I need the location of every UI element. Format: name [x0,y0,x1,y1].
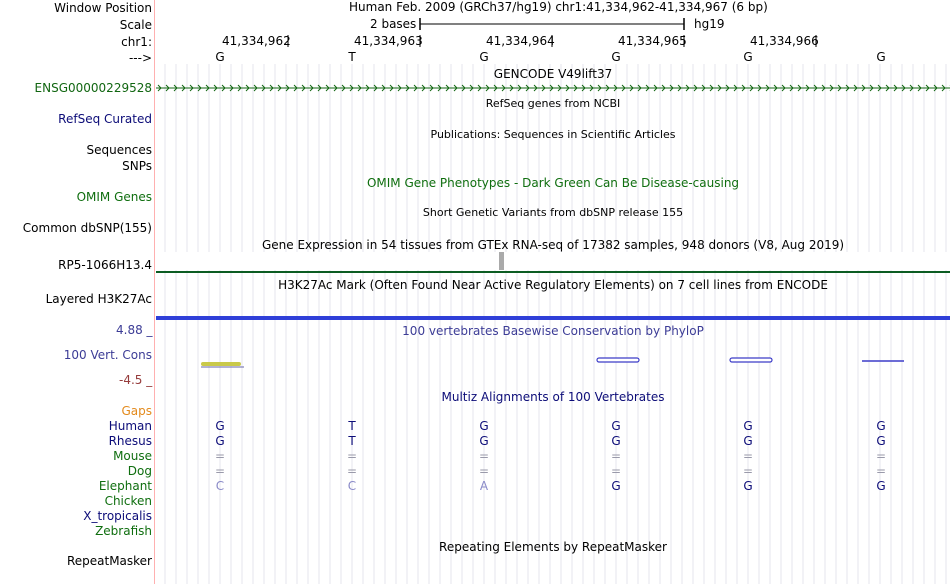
refseq-track-label[interactable]: RefSeq Curated [58,112,152,126]
aligned-base: T [348,419,356,433]
phylop-min-value: -4.5 _ [119,373,153,387]
base-letter: G [611,50,621,64]
gaps-label[interactable]: Gaps [121,404,152,418]
omim-track-title[interactable]: OMIM Gene Phenotypes - Dark Green Can Be Disease-causing [366,176,740,190]
aligned-base: = [742,464,754,478]
position-tick: 41,334,966 [750,34,819,48]
phylop-score-marks [156,350,950,372]
gencode-gene-feature[interactable] [156,82,950,94]
refseq-track-title[interactable]: RefSeq genes from NCBI [485,97,621,110]
position-tick: 41,334,964 [486,34,555,48]
scale-label: Scale [119,18,152,32]
position-tick: 41,334,962 [222,34,291,48]
species-label-zebrafish[interactable]: Zebrafish [95,524,152,538]
aligned-base: = [875,449,887,463]
base-letter: G [876,50,886,64]
aligned-base: G [479,434,489,448]
aligned-base: C [347,479,357,493]
aligned-base: G [215,434,225,448]
gtex-exon-marker[interactable] [499,252,504,270]
aligned-base: = [478,464,490,478]
species-label-rhesus[interactable]: Rhesus [108,434,152,448]
position-tick-marks [280,34,840,48]
aligned-base: = [610,464,622,478]
aligned-base: = [214,449,226,463]
aligned-base: = [478,449,490,463]
aligned-base: G [876,479,886,493]
aligned-base: G [743,419,753,433]
h3k27ac-signal-band [156,316,950,320]
omim-track-label[interactable]: OMIM Genes [76,190,152,204]
species-label-human[interactable]: Human [108,419,152,433]
gtex-track-label[interactable]: RP5-1066H13.4 [58,258,152,272]
species-label-x-tropicalis[interactable]: X_tropicalis [83,509,152,523]
aligned-base: G [215,419,225,433]
dbsnp-track-label[interactable]: Common dbSNP(155) [22,221,152,235]
species-label-elephant[interactable]: Elephant [98,479,152,493]
window-position-label: Window Position [54,1,152,15]
repeatmasker-track-title[interactable]: Repeating Elements by RepeatMasker [439,540,667,554]
species-label-mouse[interactable]: Mouse [113,449,152,463]
position-tick: 41,334,963 [354,34,423,48]
h3k27ac-track-label[interactable]: Layered H3K27Ac [45,292,152,306]
aligned-base: = [214,464,226,478]
scale-bar [418,16,688,32]
aligned-base: G [479,419,489,433]
strand-label: ---> [128,51,152,65]
gtex-baseline [156,271,950,273]
gtex-track-title[interactable]: Gene Expression in 54 tissues from GTEx RNA-seq of 17382 samples, 948 donors (V8, Aug 2019) [261,238,845,252]
aligned-base: = [346,449,358,463]
gencode-track-label[interactable]: ENSG00000229528 [34,81,152,95]
dbsnp-track-title[interactable]: Short Genetic Variants from dbSNP release 155 [422,206,684,219]
repeatmasker-track-label[interactable]: RepeatMasker [66,554,152,568]
aligned-base: = [742,449,754,463]
publications-track-title[interactable]: Publications: Sequences in Scientific Articles [430,128,676,141]
scale-assembly: hg19 [694,17,725,31]
h3k27ac-track-title[interactable]: H3K27Ac Mark (Often Found Near Active Regulatory Elements) on 7 cell lines from ENCODE [278,278,828,292]
aligned-base: G [743,434,753,448]
phylop-max-value: 4.88 _ [116,323,153,337]
aligned-base: G [876,434,886,448]
aligned-base: G [876,419,886,433]
base-letter: G [215,50,225,64]
aligned-base: G [743,479,753,493]
base-letter: G [743,50,753,64]
aligned-base: = [610,449,622,463]
species-label-dog[interactable]: Dog [127,464,152,478]
aligned-base: T [348,434,356,448]
base-letter: G [479,50,489,64]
aligned-base: G [611,419,621,433]
species-label-chicken[interactable]: Chicken [104,494,152,508]
aligned-base: G [611,479,621,493]
aligned-base: C [215,479,225,493]
phylop-track-label[interactable]: 100 Vert. Cons [63,348,152,362]
aligned-base: G [611,434,621,448]
aligned-base: = [875,464,887,478]
snps-track-label[interactable]: SNPs [122,159,152,173]
scale-text: 2 bases [370,17,417,31]
aligned-base: A [479,479,489,493]
sequences-track-label[interactable]: Sequences [86,143,152,157]
gtex-gene-bar[interactable] [156,252,950,270]
multiz-track-title[interactable]: Multiz Alignments of 100 Vertebrates [441,390,665,404]
gencode-track-title[interactable]: GENCODE V49lift37 [493,67,613,81]
position-tick: 41,334,965 [618,34,687,48]
base-letter: T [348,50,356,64]
window-position-text: Human Feb. 2009 (GRCh37/hg19) chr1:41,334,962-41,334,967 (6 bp) [349,0,768,14]
phylop-track-title[interactable]: 100 vertebrates Basewise Conservation by PhyloP [402,324,704,338]
aligned-base: = [346,464,358,478]
chrom-label: chr1: [121,35,152,49]
